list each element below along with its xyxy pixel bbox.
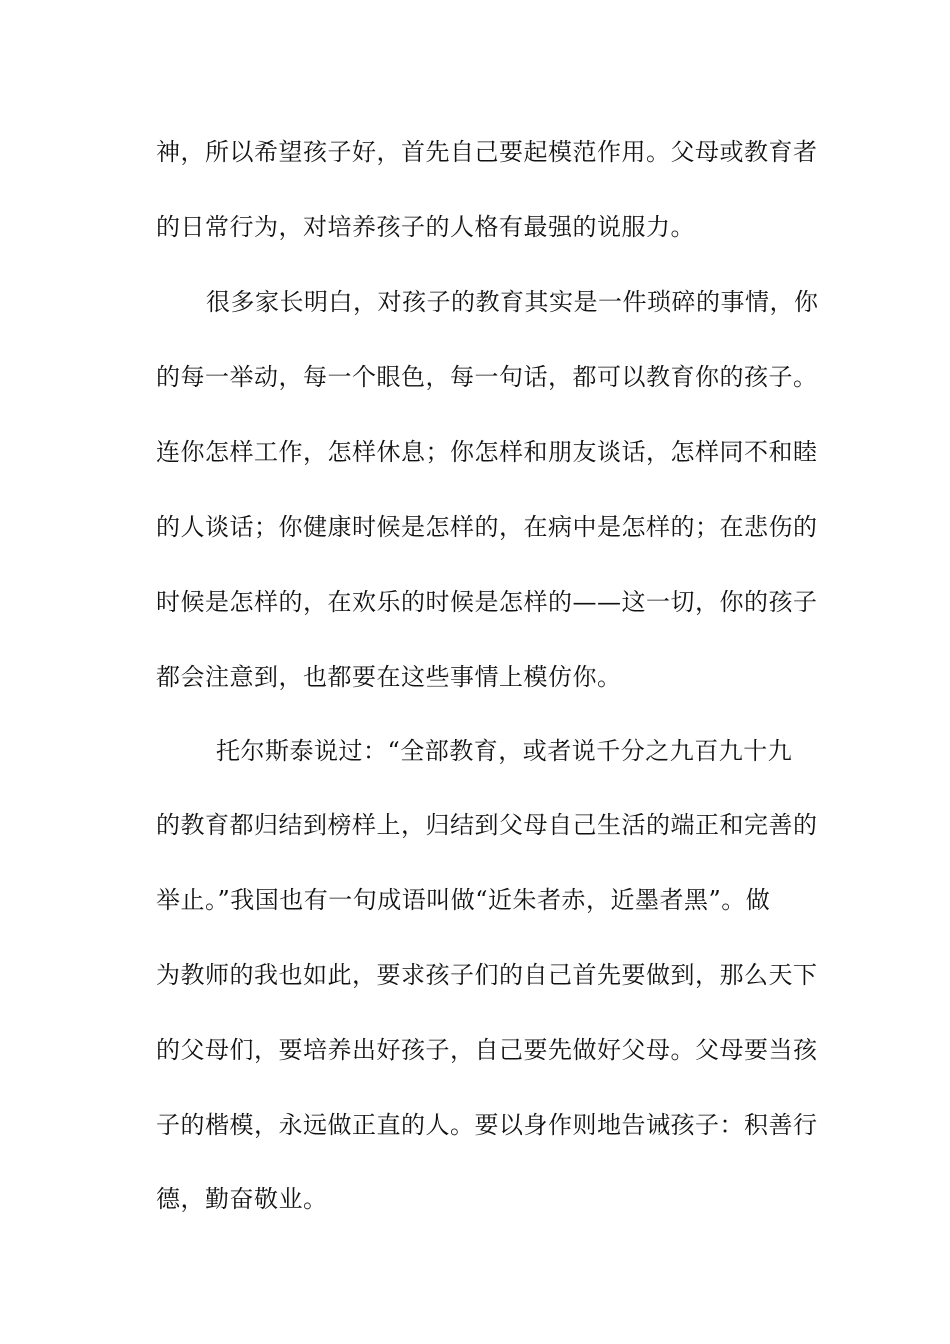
text-line: 子的楷模，永远做正直的人。要以身作则地告诫孩子：积善行 — [156, 1111, 818, 1139]
text-line: 都会注意到，也都要在这些事情上模仿你。 — [156, 663, 622, 691]
text-line: 连你怎样工作，怎样休息；你怎样和朋友谈话，怎样同不和睦 — [156, 438, 818, 466]
text-line: 托尔斯泰说过：“全部教育，或者说千分之九百九十九 — [216, 737, 793, 765]
text-line: 时候是怎样的，在欢乐的时候是怎样的——这一切，你的孩子 — [156, 588, 818, 616]
text-line: 的父母们，要培养出好孩子，自己要先做好父母。父母要当孩 — [156, 1036, 818, 1064]
text-line: 的教育都归结到榜样上，归结到父母自己生活的端正和完善的 — [156, 811, 818, 839]
text-line: 德，勤奋敬业。 — [156, 1185, 328, 1213]
text-line: 的每一举动，每一个眼色，每一句话，都可以教育你的孩子。 — [156, 363, 818, 391]
text-line: 为教师的我也如此，要求孩子们的自己首先要做到，那么天下 — [156, 961, 818, 989]
text-line: 很多家长明白，对孩子的教育其实是一件琐碎的事情，你 — [206, 288, 819, 316]
text-line: 举止。”我国也有一句成语叫做“近朱者赤，近墨者黑”。做 — [156, 886, 771, 914]
text-line: 的人谈话；你健康时候是怎样的，在病中是怎样的；在悲伤的 — [156, 513, 818, 541]
text-line: 的日常行为，对培养孩子的人格有最强的说服力。 — [156, 213, 695, 241]
text-line: 神，所以希望孩子好，首先自己要起模范作用。父母或教育者 — [156, 138, 818, 166]
